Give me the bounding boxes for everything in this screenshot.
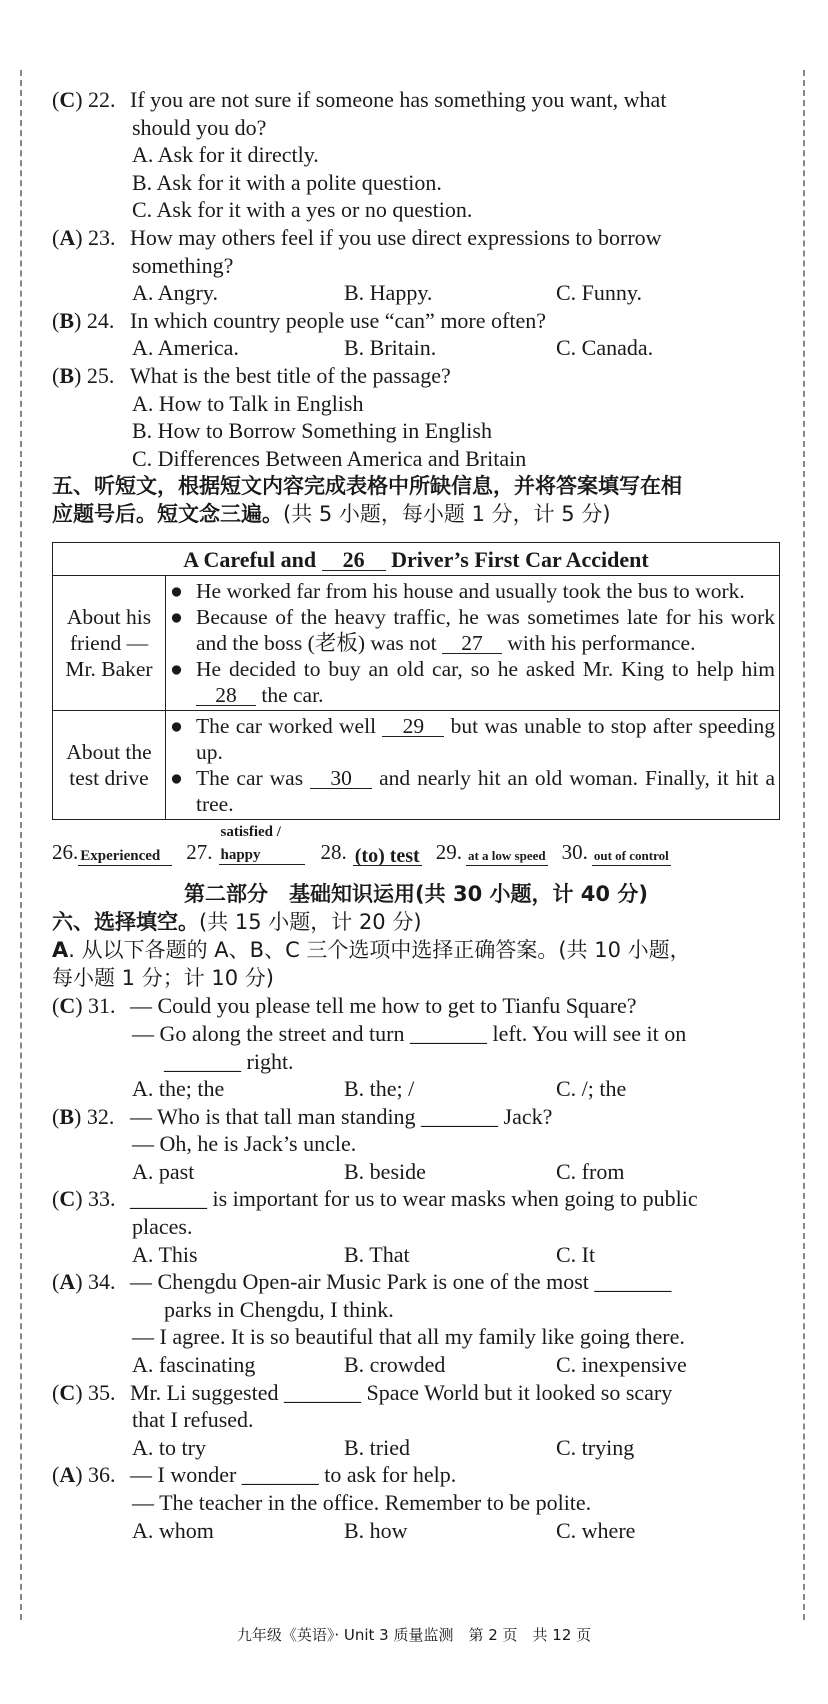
row-label-mr-baker: About his friend — Mr. Baker xyxy=(53,576,166,711)
answer-22: C xyxy=(59,87,76,112)
bullet-2: ● Because of the heavy traffic, he was sometimes late for his work and the boss (老板) was not 27 with his performance. xyxy=(170,605,775,656)
answer-26: Experienced xyxy=(78,847,172,866)
bullet-4: ● The car worked well 29 but was unable to stop after speeding up. xyxy=(170,714,776,765)
question-22: (C) 22. If you are not sure if someone has something you want, what xyxy=(52,86,780,114)
answer-27: happy xyxy=(219,846,305,865)
question-31: (C) 31. — Could you please tell me how to get to Tianfu Square? xyxy=(52,993,637,1019)
answer-35: C xyxy=(59,1379,76,1405)
listening-table xyxy=(52,542,780,820)
blank-28: 28 xyxy=(196,685,256,706)
worksheet-page: (C) 22. If you are not sure if someone has something you want, what should you do? A. Ask for it directly. B. Ask for it with a polite question. C. Ask for it with a yes or no question. (A) 23. How may others feel if you use direct expressions to borrow something? A. Angry. B. Happy. C. Funny. (B) 24. In which country people use “can” more often? A. America. B. Britain. C. Canada. (B) 25. What is the best title of the passage? A. How to Talk in English B. How to Borrow Something in English C. Differences Between America and Britain 五、听短文，根据短文内容完成表格中所缺信息，并将答案填写在相 应题号后。短文念三遍。(共 5 小题，每小题 1 分，计 5 分) A Careful and 26 Driver’s First Car Accident About his friend — Mr. Baker ● He worked far from his house and usually took the bus to work. ● Because of the heavy traffic, he was sometimes late for his work and the boss (老板) was not 27 with his performance. ● He decided to buy an old car, so he asked Mr. King to help him 28 the car. About the test drive ● The car worked well 29 but was unable to stop after speeding up. ● The car was 30 and nearly hit an old woman. Finally, it hit a tree. 26. Experienced 27. satisfied / happy 28. (to) test 29. at a low speed 30. out of control 第二部分 基础知识运用(共 30 小题，计 40 分) 六、选择填空。(共 15 小题，计 20 分) A. 从以下各题的 A、B、C 三个选项中选择正确答案。(共 10 小题， 每小题 1 分；计 10 分) (C) 31. — Could you please tell me how to get to Tianfu Square? — Go along the street and turn _______ left. You will see it on _______ right. A. the; the B. the; / C. /; the (B) 32. — Who is that tall man standing _______ Jack? — Oh, he is Jack’s uncle. A. past B. beside C. from (C) 33. _______ is important for us to wear masks when going to public places. A. This B. That C. It (A) 34. — Chengdu Open-air Music Park is one of the most _______ parks in Chengdu, I think. — I agree. It is so beautiful that all my family like going there. A. fascinating B. crowded C. inexpensive (C) 35. Mr. Li suggested _______ Space World but it looked so scary that I refused. A. to try B. tried C. trying (A) 36. — I wonder _______ to ask for help. — The teacher in the office. Remember to be polite. A. whom B. how C. where xyxy=(52,86,780,1544)
answer-34: A xyxy=(59,1269,76,1295)
answer-29: at a low speed xyxy=(466,847,548,866)
answer-36: A xyxy=(59,1462,76,1488)
answer-31: C xyxy=(59,993,76,1019)
answer-24: B xyxy=(59,307,75,333)
section-5-heading: 五、听短文，根据短文内容完成表格中所缺信息，并将答案填写在相 xyxy=(52,474,682,499)
page-footer: 九年级《英语》· Unit 3 质量监测 第 2 页 共 12 页 xyxy=(236,1626,592,1644)
question-35: (C) 35. Mr. Li suggested _______ Space World but it looked so scary xyxy=(52,1379,673,1405)
option-22b: B. Ask for it with a polite question. xyxy=(132,169,442,195)
blank-27: 27 xyxy=(442,633,502,654)
bullet-3: ● He decided to buy an old car, so he asked Mr. King to help him 28 the car. xyxy=(170,657,775,708)
answer-30: out of control xyxy=(592,847,671,866)
question-24: (B) 24. In which country people use “can” more often? xyxy=(52,307,546,333)
left-dashed-border xyxy=(20,70,22,1620)
blank-26: 26 xyxy=(322,550,386,571)
section-6-heading: 六、选择填空。 xyxy=(52,910,199,935)
bullet-5: ● The car was 30 and nearly hit an old woman. Finally, it hit a tree. xyxy=(170,766,776,817)
part-2-heading: 第二部分 基础知识运用(共 30 小题，计 40 分) xyxy=(184,882,648,907)
option-22c: C. Ask for it with a yes or no question. xyxy=(132,197,473,223)
answer-line: 26. Experienced 27. satisfied / happy 28. (to) test 29. at a low speed 30. out of control xyxy=(52,830,780,866)
answer-27-top: satisfied / xyxy=(220,823,281,840)
row-label-test-drive: About the test drive xyxy=(53,711,166,820)
answer-32: B xyxy=(59,1103,75,1129)
bullet-1: ● He worked far from his house and usually took the bus to work. xyxy=(170,579,745,604)
question-32: (B) 32. — Who is that tall man standing _______ Jack? xyxy=(52,1103,553,1129)
question-25: (B) 25. What is the best title of the passage? xyxy=(52,362,451,388)
right-dashed-border xyxy=(803,70,805,1620)
question-34: (A) 34. — Chengdu Open-air Music Park is one of the most _______ xyxy=(52,1269,672,1295)
answer-23: A xyxy=(59,224,76,250)
option-22a: A. Ask for it directly. xyxy=(132,142,319,168)
question-22-text: If you are not sure if someone has something you want, what xyxy=(130,87,667,112)
answer-33: C xyxy=(59,1186,76,1212)
question-33: (C) 33. _______ is important for us to wear masks when going to public xyxy=(52,1186,698,1212)
blank-30: 30 xyxy=(310,768,372,789)
table-title: A Careful and 26 Driver’s First Car Accident xyxy=(53,543,780,576)
blank-29: 29 xyxy=(382,716,444,737)
question-36: (A) 36. — I wonder _______ to ask for help. xyxy=(52,1462,457,1488)
answer-28: (to) test xyxy=(354,845,420,868)
options-23: A. Angry. B. Happy. C. Funny. xyxy=(132,280,642,306)
answer-25: B xyxy=(59,362,75,388)
question-23: (A) 23. How may others feel if you use direct expressions to borrow xyxy=(52,224,662,250)
options-24: A. America. B. Britain. C. Canada. xyxy=(132,335,654,361)
